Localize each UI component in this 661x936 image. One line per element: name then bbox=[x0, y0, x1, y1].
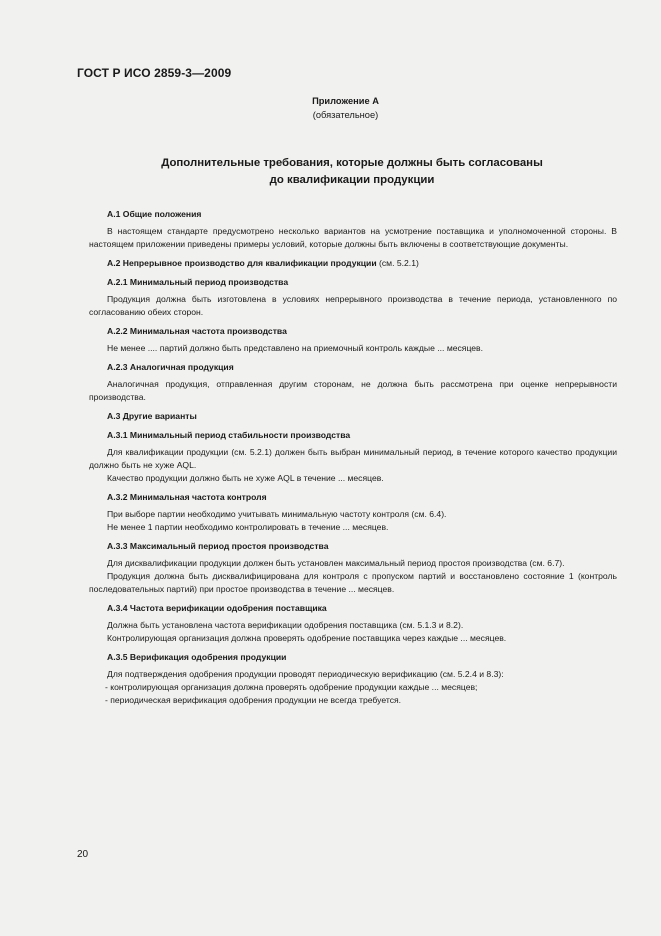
section-heading-a33: А.3.3 Максимальный период простоя производства bbox=[107, 541, 329, 551]
section-a32-paragraph-1: При выборе партии необходимо учитывать минимальную частоту контроля (см. 6.4). bbox=[107, 509, 447, 519]
section-heading-a31: А.3.1 Минимальный период стабильности производства bbox=[107, 430, 351, 440]
section-a21-paragraph: Продукция должна быть изготовлена в условиях непрерывного производства в течение периода, установленного по согласованию обеих сторон. bbox=[89, 294, 617, 317]
section-heading-a23: А.2.3 Аналогичная продукция bbox=[107, 362, 234, 372]
section-a35-paragraph: Для подтверждения одобрения продукции проводят периодическую верификацию (см. 5.2.4 и 8.3): bbox=[107, 669, 504, 679]
section-a2-title: А.2 Непрерывное производство для квалификации продукции bbox=[107, 258, 377, 268]
section-a32-paragraph-2: Не менее 1 партии необходимо контролировать в течение ... месяцев. bbox=[107, 522, 389, 532]
section-a2-reference: (см. 5.2.1) bbox=[379, 258, 419, 268]
document-body bbox=[89, 202, 617, 707]
section-heading-a32: А.3.2 Минимальная частота контроля bbox=[107, 492, 267, 502]
section-a1-paragraph: В настоящем стандарте предусмотрено несколько вариантов на усмотрение поставщика и уполномоченной стороны. В настоящем приложении приведены примеры условий, которые должны быть включены в соответствующие документы. bbox=[89, 226, 617, 249]
page-number: 20 bbox=[77, 849, 89, 860]
section-a34-paragraph-1: Должна быть установлена частота верификации одобрения поставщика (см. 5.1.3 и 8.2). bbox=[107, 620, 464, 630]
section-heading-a3: А.3 Другие варианты bbox=[107, 411, 197, 421]
section-heading-a2 bbox=[89, 257, 617, 270]
annex-status: (обязательное) bbox=[312, 110, 379, 120]
annex-heading bbox=[0, 155, 661, 189]
list-item: - периодическая верификация одобрения продукции не всегда требуется. bbox=[105, 695, 402, 705]
document-code: ГОСТ Р ИСО 2859-3—2009 bbox=[77, 66, 232, 80]
section-a33-paragraph-2: Продукция должна быть дисквалифицирована для контроля с пропуском партий и восстановлено состояние 1 (контроль последовательных партий) при простое производства в течение ... месяцев. bbox=[89, 571, 617, 594]
annex-label bbox=[0, 94, 661, 122]
section-a22-paragraph: Не менее .... партий должно быть представлено на приемочный контроль каждые ... месяцев. bbox=[107, 343, 484, 353]
section-heading-a34: А.3.4 Частота верификации одобрения поставщика bbox=[107, 603, 327, 613]
section-heading-a35: А.3.5 Верификация одобрения продукции bbox=[107, 652, 287, 662]
section-heading-a1: А.1 Общие положения bbox=[107, 209, 202, 219]
section-a33-paragraph-1: Для дисквалификации продукции должен быть установлен максимальный период простоя производства (см. 6.7). bbox=[107, 558, 565, 568]
section-heading-a21: А.2.1 Минимальный период производства bbox=[107, 277, 289, 287]
list-item: - контролирующая организация должна проверять одобрение продукции каждые ... месяцев; bbox=[105, 682, 478, 692]
annex-heading-line-2: до квалификации продукции bbox=[269, 174, 435, 186]
section-a31-paragraph-2: Качество продукции должно быть не хуже AQL в течение ... месяцев. bbox=[107, 473, 384, 483]
annex-title: Приложение А bbox=[312, 96, 379, 106]
annex-heading-line-1: Дополнительные требования, которые должны быть согласованы bbox=[161, 157, 543, 169]
section-heading-a22: А.2.2 Минимальная частота производства bbox=[107, 326, 287, 336]
section-a34-paragraph-2: Контролирующая организация должна проверять одобрение поставщика через каждые ... месяцев. bbox=[107, 633, 507, 643]
section-a31-paragraph-1: Для квалификации продукции (см. 5.2.1) должен быть выбран минимальный период, в течение которого качество продукции должно быть не хуже AQL. bbox=[89, 447, 617, 470]
section-a23-paragraph: Аналогичная продукция, отправленная другим сторонам, не должна быть рассмотрена при оценке непрерывности производства. bbox=[89, 379, 617, 402]
